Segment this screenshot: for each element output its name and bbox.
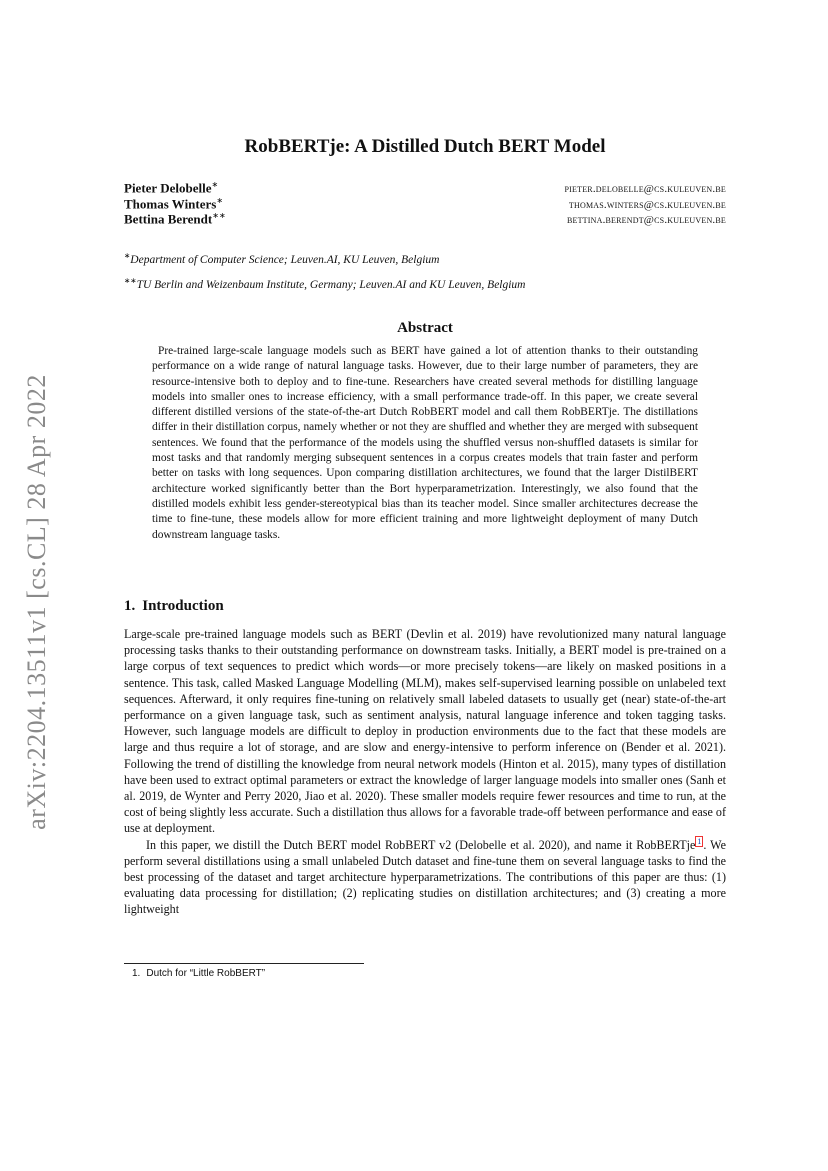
section-heading bbox=[124, 598, 224, 615]
author-email[interactable]: pieter.delobelle@cs.kuleuven.be bbox=[564, 183, 726, 196]
footnote bbox=[132, 968, 265, 979]
author-row bbox=[124, 196, 726, 212]
paper-title: RobBERTje: A Distilled Dutch BERT Model bbox=[244, 136, 606, 157]
footnote-reference-link[interactable]: 1 bbox=[697, 836, 702, 846]
section-number: 1. bbox=[124, 598, 136, 614]
paragraph: Large-scale pre-trained language models such as BERT (Devlin et al. 2019) have revolutionized many natural language processing tasks thanks to their outstanding performance on downstream tasks. Initially, a BERT model is pre-trained on a large corpus of text sequences to predict which words—or more precisely tokens—are likely on masked positions in a sentence. This task, called Masked Language Modelling (MLM), makes self-supervised learning possible on unlabeled text sequences. Afterward, it only requires fine-tuning on relatively small labeled datasets to usually get (near) state-of-the-art performance on a given language task, such as sentiment analysis, natural language inference and token tagging tasks. However, such language models are difficult to deploy in production environments due to the fact that these models are large and thus require a lot of storage, and are slow and energy-intensive to perform inference on (Bender et al. 2021). Following the trend of distilling the knowledge from neural network models (Hinton et al. 2015), many types of distillation have been used to extract optimal parameters or extract the knowledge of larger language models into smaller ones (Sanh et al. 2019, de Wynter and Perry 2020, Jiao et al. 2020). These smaller models require fewer resources and time to run, at the cost of being slightly less accurate. Such a distillation thus allows for a favorable trade-off between performance and ease of use at deployment. bbox=[124, 627, 726, 836]
author-name: Pieter Delobelle∗ bbox=[124, 180, 219, 196]
section-title: Introduction bbox=[142, 598, 224, 614]
footnote-divider bbox=[124, 963, 364, 964]
author-name: Bettina Berendt∗∗ bbox=[124, 211, 226, 227]
arxiv-identifier-text: arXiv:2204.13511v1 [cs.CL] 28 Apr 2022 bbox=[22, 374, 51, 830]
author-email[interactable]: bettina.berendt@cs.kuleuven.be bbox=[566, 214, 726, 227]
introduction-body bbox=[124, 626, 726, 918]
footnote-number: 1. bbox=[132, 968, 141, 979]
author-row bbox=[124, 211, 726, 227]
author-block bbox=[124, 180, 726, 227]
author-row bbox=[124, 180, 726, 196]
arxiv-identifier bbox=[17, 352, 57, 852]
author-email[interactable]: thomas.winters@cs.kuleuven.be bbox=[568, 198, 726, 211]
footnote-text: Dutch for “Little RobBERT” bbox=[146, 968, 266, 979]
affiliation: ∗Department of Computer Science; Leuven.AI, KU Leuven, Belgium bbox=[124, 251, 440, 266]
paragraph: In this paper, we distill the Dutch BERT model RobBERT v2 (Delobelle et al. 2020), and name it RobBERTje $^1$ . We perform several distillations using a small unlabeled Dutch dataset and fine-tune them on several language tasks to find the best processing of the dataset and target architecture hyperparametrizations. The contributions of this paper are thus: (1) evaluating data processing for distillation; (2) replicating studies on distillation architectures; and (3) creating a more lightweight bbox=[124, 836, 726, 917]
abstract-heading: Abstract bbox=[397, 320, 453, 336]
affiliation: ∗∗TU Berlin and Weizenbaum Institute, Germany; Leuven.AI and KU Leuven, Belgium bbox=[124, 276, 526, 291]
abstract-text: Pre-trained large-scale language models such as BERT have gained a lot of attention thanks to their outstanding performance on a wide range of natural language tasks. However, due to their large number of parameters, they are resource-intensive both to deploy and to fine-tune. Researchers have created several methods for distilling language models into smaller ones to increase efficiency, with a small performance trade-off. In this paper, we create several different distilled versions of the state-of-the-art Dutch RobBERT model and call them RobBERTje. The distillations differ in their distillation corpus, namely whether or not they are shuffled and whether they are merged with subsequent sentences. We found that the performance of the models using the shuffled versus non-shuffled datasets is similar for most tasks and that randomly merging subsequent sentences in a corpus creates models that train faster and perform better on tasks with long sequences. Upon comparing distillation architectures, we found that the larger DistilBERT architecture worked significantly better than the Bort hyperparametrization. Interestingly, we also found that the distilled models exhibit less gender-stereotypical bias than its teacher model. Since smaller architectures decrease the time to fine-tune, these models allow for more efficient training and more lightweight deployment of many Dutch downstream language tasks. bbox=[152, 345, 698, 541]
author-name: Thomas Winters∗ bbox=[124, 195, 224, 211]
